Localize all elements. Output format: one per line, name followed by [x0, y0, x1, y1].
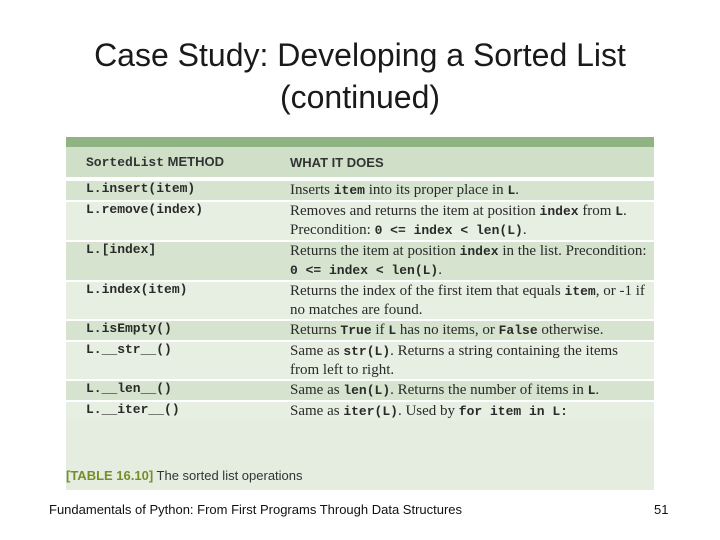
description-code: item — [333, 183, 365, 198]
description-text: in the list. Precondition: — [498, 243, 647, 259]
method-cell: L.insert(item) — [66, 179, 270, 201]
description-cell — [270, 201, 654, 241]
header-method — [66, 147, 270, 179]
slide-title-line2: (continued) — [279, 79, 441, 115]
description-text: Same as — [290, 403, 344, 419]
description-text: . — [515, 182, 519, 198]
table-row — [66, 401, 654, 421]
description-text: Removes and returns the item at position — [290, 203, 540, 219]
description-text: Same as — [290, 343, 344, 359]
header-method-label: METHOD — [164, 154, 224, 169]
description-code: iter(L) — [343, 404, 398, 419]
description-text: Inserts — [290, 182, 334, 198]
description-text: Returns — [290, 322, 341, 338]
table-caption — [66, 468, 303, 483]
description-text: . Used by — [397, 403, 459, 419]
description-text: has no items, or — [396, 322, 499, 338]
page-number: 51 — [654, 502, 669, 517]
description-code: 0 <= index < len(L) — [290, 263, 439, 278]
method-cell: L.__iter__() — [66, 401, 270, 421]
description-text: , or -1 if no matches are found. — [290, 283, 645, 318]
method-cell: L.remove(index) — [66, 201, 270, 241]
description-code: index — [539, 204, 579, 219]
method-cell: L.[index] — [66, 241, 270, 281]
description-code: item — [564, 284, 596, 299]
description-cell — [270, 341, 654, 380]
description-text: into its proper place in — [364, 182, 508, 198]
description-text: Returns the index of the first item that equals — [290, 283, 565, 299]
description-code: 0 <= index < len(L) — [374, 223, 523, 238]
table-row — [66, 341, 654, 380]
table-body — [66, 179, 654, 421]
description-code: L — [388, 323, 397, 338]
description-code: L — [587, 383, 596, 398]
description-text: . — [522, 222, 527, 238]
table-top-strip — [66, 137, 654, 147]
slide-title-line1: Case Study: Developing a Sorted List — [94, 37, 626, 73]
description-text: from — [578, 203, 616, 219]
table-panel — [66, 137, 654, 490]
description-cell — [270, 380, 654, 401]
description-text: . — [595, 382, 600, 398]
header-method-classname: SortedList — [86, 155, 165, 170]
description-cell — [270, 320, 654, 341]
description-text: . Returns the number of items in — [390, 382, 588, 398]
description-code: L — [615, 204, 624, 219]
method-cell: L.__len__() — [66, 380, 270, 401]
table-row — [66, 281, 654, 320]
description-text: . Returns a string containing the items from left to right. — [290, 343, 619, 378]
operations-table — [66, 147, 654, 421]
table-row — [66, 201, 654, 241]
description-code: index — [459, 244, 499, 259]
slide-title — [0, 34, 720, 118]
table-header-row — [66, 147, 654, 179]
description-text: . — [438, 262, 442, 278]
description-text: Same as — [290, 382, 344, 398]
description-text: . Precondition: — [290, 203, 627, 238]
description-code: for item in L: — [458, 404, 568, 419]
table-row — [66, 179, 654, 201]
description-cell — [270, 241, 654, 281]
description-cell — [270, 179, 654, 201]
description-code: len(L) — [343, 383, 391, 398]
description-code: str(L) — [343, 344, 391, 359]
table-row — [66, 380, 654, 401]
description-code: True — [340, 323, 372, 338]
method-cell: L.__str__() — [66, 341, 270, 380]
method-cell: L.isEmpty() — [66, 320, 270, 341]
description-code: L — [507, 183, 516, 198]
table-row — [66, 320, 654, 341]
description-cell — [270, 281, 654, 320]
description-text: if — [371, 322, 389, 338]
header-description: WHAT IT DOES — [270, 147, 654, 179]
table-caption-text: The sorted list operations — [153, 468, 303, 483]
description-code: False — [498, 323, 538, 338]
table-row — [66, 241, 654, 281]
description-text: otherwise. — [537, 322, 604, 338]
description-text: Returns the item at position — [290, 243, 460, 259]
footer-source: Fundamentals of Python: From First Programs Through Data Structures — [49, 502, 463, 517]
method-cell: L.index(item) — [66, 281, 270, 320]
description-cell — [270, 401, 654, 421]
table-caption-number: [TABLE 16.10] — [66, 468, 154, 483]
